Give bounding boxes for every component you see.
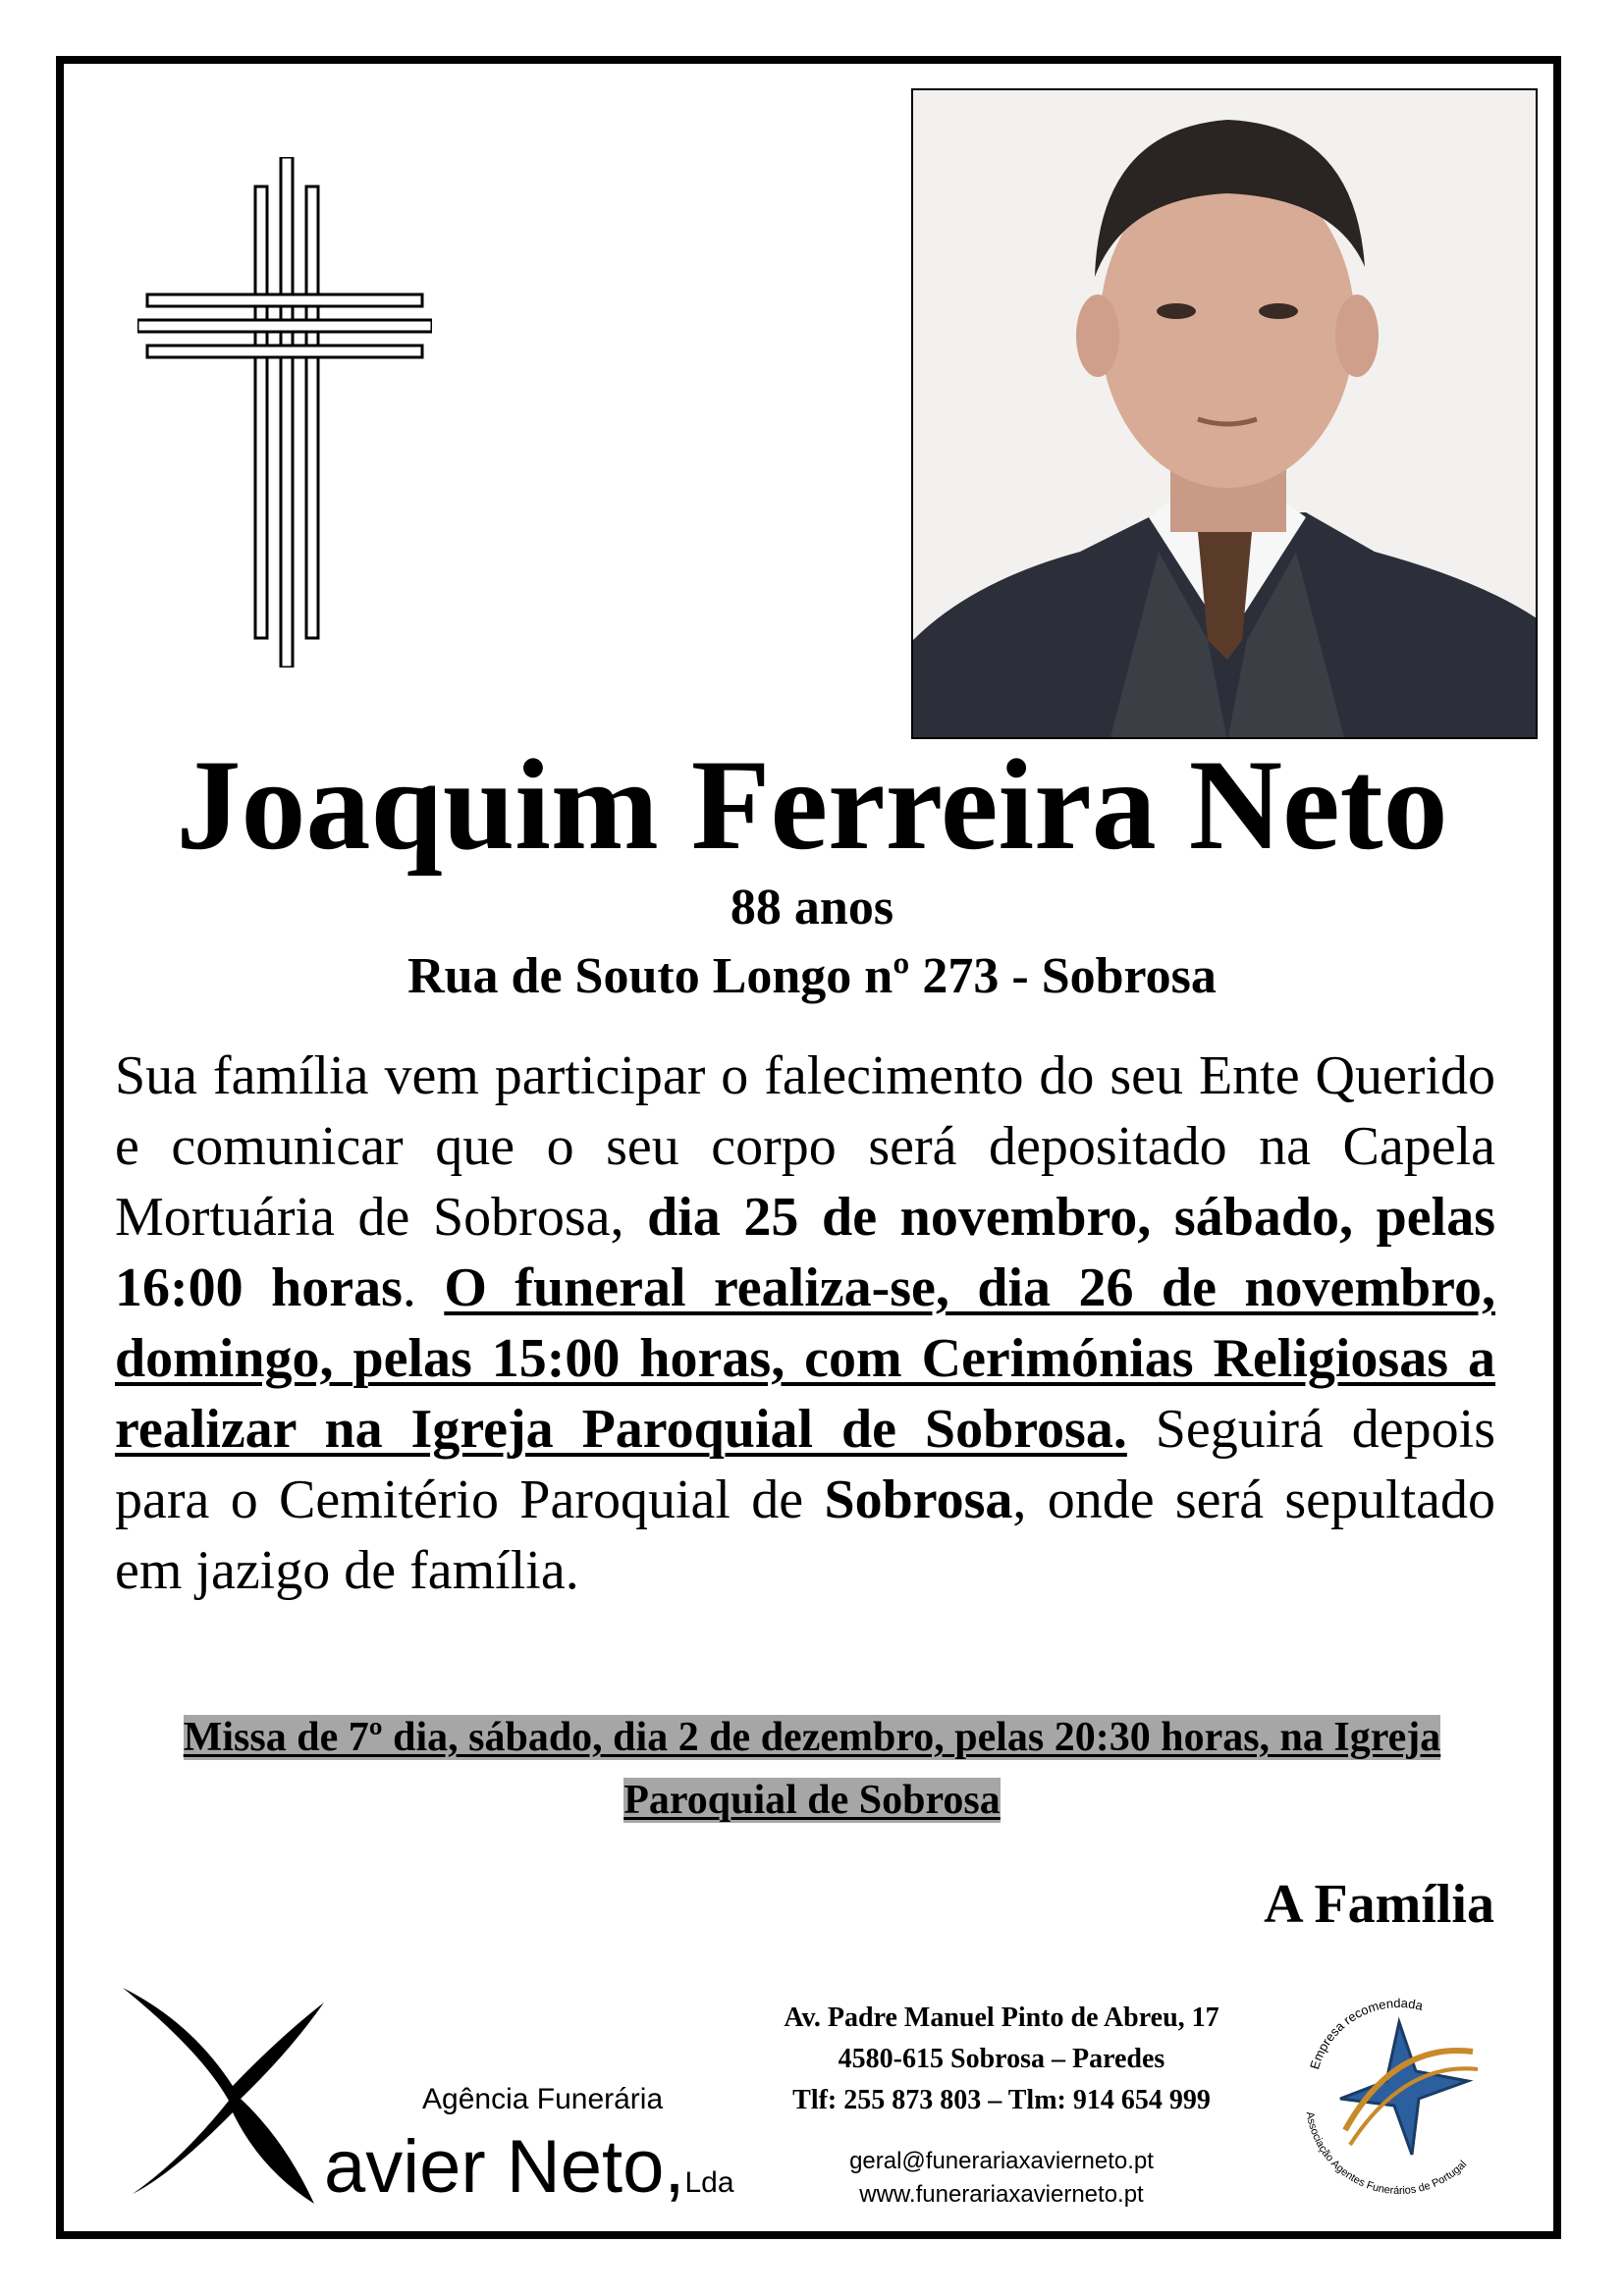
agency-phones: Tlf: 255 873 803 – Tlm: 914 654 999	[792, 2085, 1211, 2115]
body-intro: Sua família vem participar o falecimento do seu Ente Querido e comunicar que o seu corpo será depositado na Capela Mortuária de Sobrosa,	[115, 1045, 1495, 1248]
body-cemetery: Seguirá depois para o Cemitério Paroquial de	[115, 1399, 1495, 1530]
badge-top-text: Empresa recomendada	[1307, 1995, 1425, 2071]
body-cemetery-place: Sobrosa	[824, 1469, 1013, 1530]
agency-x-logo-icon	[113, 1983, 339, 2209]
mass-announcement	[98, 1706, 1526, 1832]
mass-text: Missa de 7º dia, sábado, dia 2 de dezembro, pelas 20:30 horas, na Igreja Paroquial de Sobrosa	[183, 1715, 1441, 1823]
deceased-address: Rua de Souto Longo nº 273 - Sobrosa	[407, 948, 1217, 1004]
agency-address-line1: Av. Padre Manuel Pinto de Abreu, 17	[784, 2002, 1219, 2033]
notice-body	[115, 1041, 1495, 1606]
deceased-name: Joaquim Ferreira Neto	[176, 732, 1448, 877]
agency-suffix: Lda	[684, 2166, 734, 2199]
portrait-photo	[911, 88, 1538, 739]
agency-name-text: avier Neto,	[324, 2125, 685, 2209]
association-seal-icon	[1286, 1983, 1512, 2199]
badge-bottom-text: Associação Agentes Funerários de Portugal	[1303, 2110, 1470, 2198]
agency-label: Agência Funerária	[422, 2083, 664, 2115]
agency-name	[324, 2125, 734, 2222]
agency-contact	[756, 1998, 1247, 2121]
body-sep: .	[402, 1257, 445, 1318]
cross-icon	[137, 157, 432, 667]
deceased-age: 88 anos	[730, 880, 894, 935]
agency-email: geral@funerariaxavierneto.pt	[849, 2148, 1154, 2174]
body-funeral-info: O funeral realiza-se, dia 26 de novembro, domingo, pelas 15:00 horas, com Cerimónias Religiosas a realizar na Igreja Paroquial de Sobrosa.	[115, 1257, 1495, 1460]
body-burial: , onde será sepultado em jazigo de família.	[115, 1469, 1495, 1601]
body-wake-date: dia 25 de novembro, sábado, pelas 16:00 horas	[115, 1187, 1495, 1318]
svg-text:Associação Agentes Funerários	[1304, 2110, 1470, 2197]
agency-address-line2: 4580-615 Sobrosa – Paredes	[838, 2044, 1165, 2074]
family-signature: A Família	[1264, 1874, 1494, 1935]
agency-web	[756, 2145, 1247, 2212]
agency-logo	[108, 1973, 736, 2209]
agency-website: www.funerariaxavierneto.pt	[859, 2181, 1144, 2208]
